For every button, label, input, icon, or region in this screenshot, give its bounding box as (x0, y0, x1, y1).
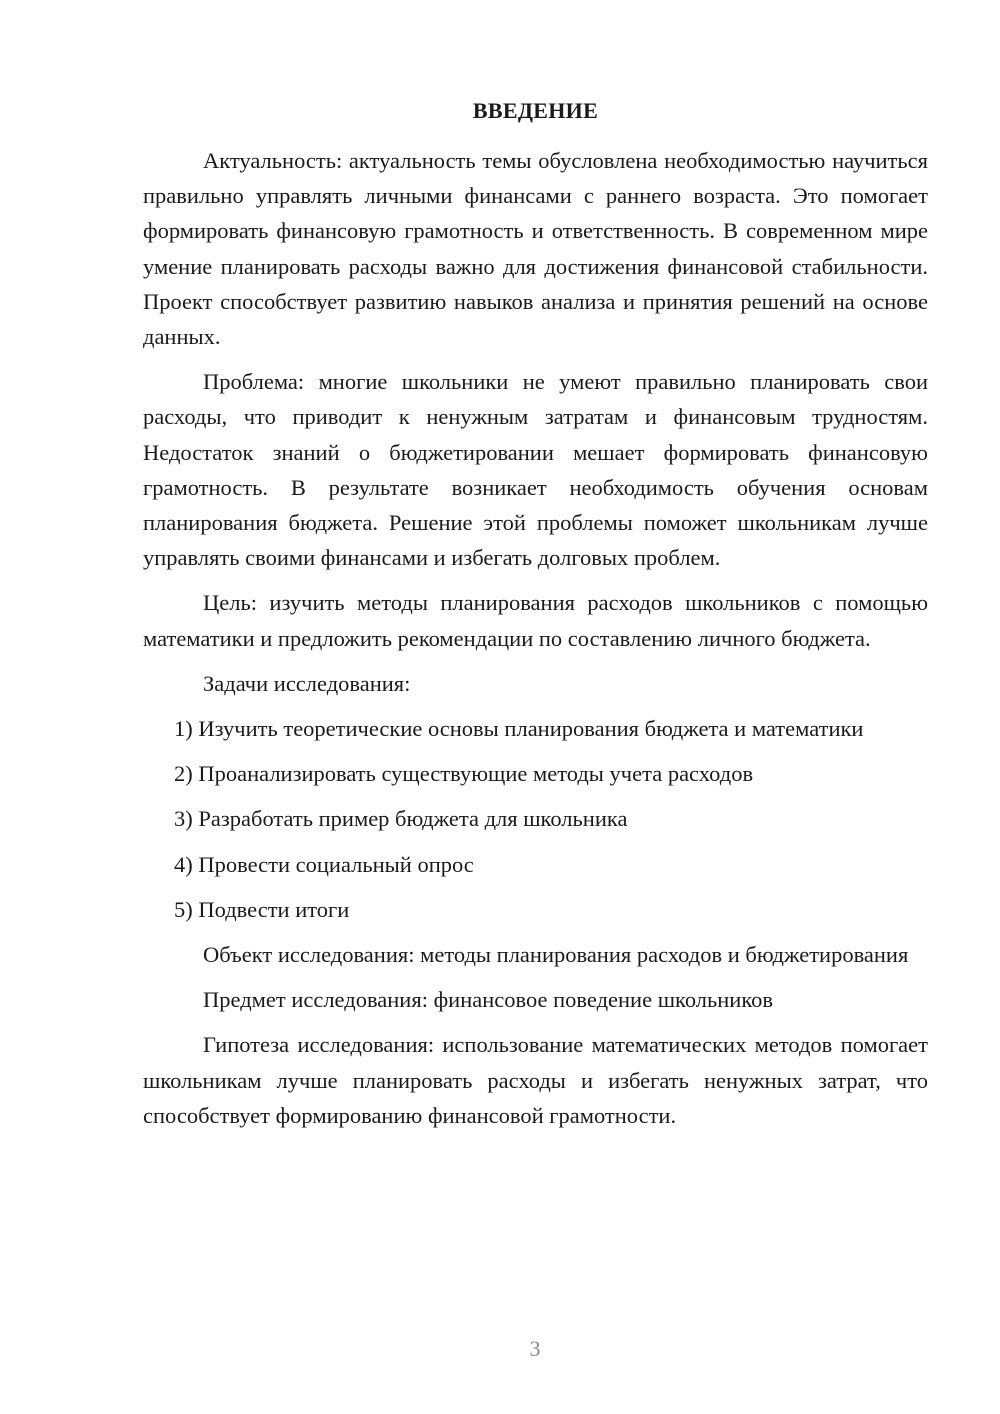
paragraph-object: Объект исследования: методы планирования расходов и бюджетирования (203, 942, 909, 968)
paragraph-subject: Предмет исследования: финансовое поведение школьников (203, 987, 774, 1013)
task-item: 2) Проанализировать существующие методы учета расходов (174, 761, 754, 787)
task-item: 3) Разработать пример бюджета для школьника (174, 806, 628, 832)
task-item: 1) Изучить теоретические основы планирования бюджета и математики (174, 716, 864, 742)
paragraph-problem: Проблема: многие школьники не умеют правильно планировать свои расходы, что приводит к ненужным затратам и финансовым трудностям. Недостаток знаний о бюджетировании мешает формировать финансовую грамотность. В результате возникает необходимость обучения основам планирования бюджета. Решение этой проблемы поможет школьникам лучше управлять своими финансами и избегать долговых проблем. (143, 369, 928, 571)
task-item: 5) Подвести итоги (174, 896, 350, 922)
tasks-heading: Задачи исследования: (203, 670, 411, 696)
paragraph-goal: Цель: изучить методы планирования расходов школьников с помощью математики и предложить рекомендации по составлению личного бюджета. (143, 590, 928, 651)
task-item: 4) Провести социальный опрос (174, 851, 474, 877)
document-body (143, 143, 928, 1143)
section-title: ВВЕДЕНИЕ (472, 98, 599, 123)
paragraph-hypothesis: Гипотеза исследования: использование математических методов помогает школьникам лучше планировать расходы и избегать ненужных затрат, что способствует формированию финансовой грамотности. (143, 1032, 928, 1128)
page-number: 3 (529, 1336, 541, 1361)
paragraph-relevance: Актуальность: актуальность темы обусловлена необходимостью научиться правильно управлять личными финансами с раннего возраста. Это помогает формировать финансовую грамотность и ответственность. В современном мире умение планировать расходы важно для достижения финансовой стабильности. Проект способствует развитию навыков анализа и принятия решений на основе данных. (143, 148, 928, 350)
